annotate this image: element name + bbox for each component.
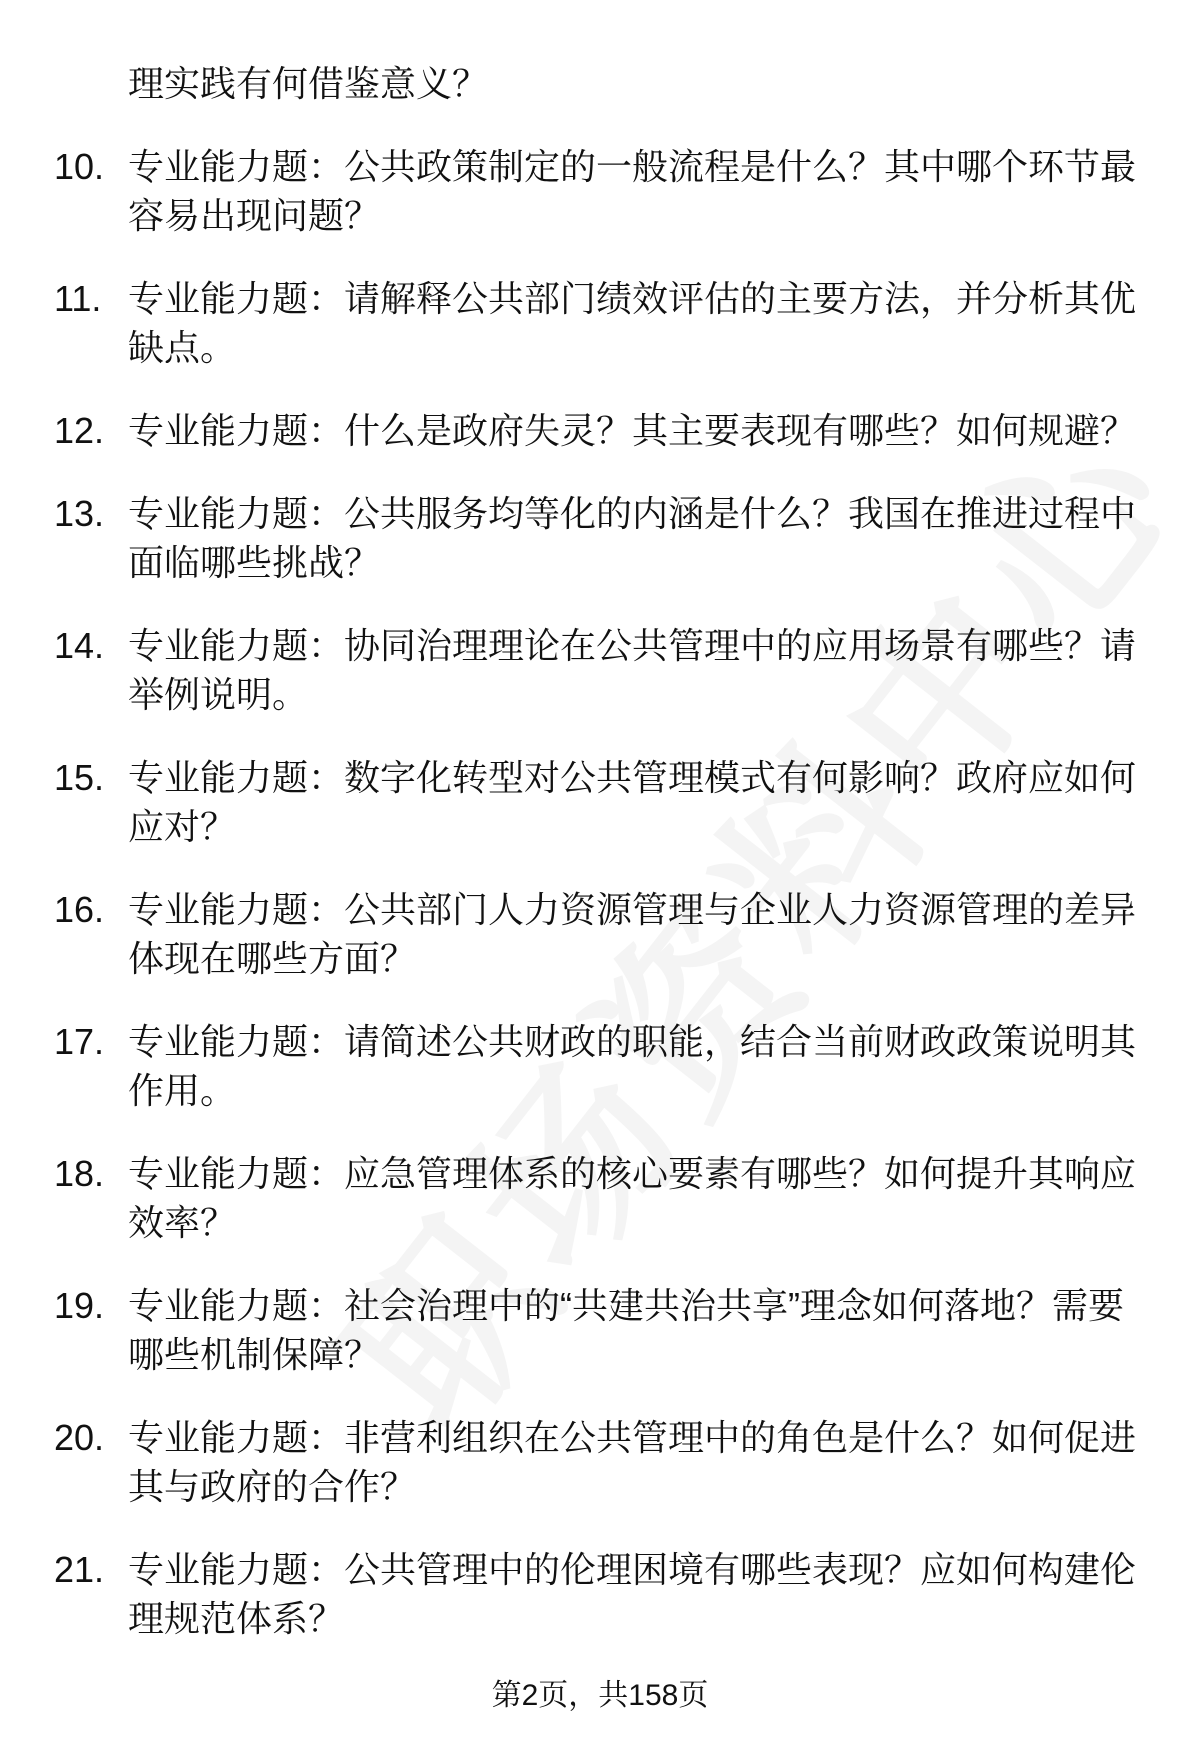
item-number: 15. xyxy=(54,757,105,798)
item-text: 专业能力题：数字化转型对公共管理模式有何影响？政府应如何应对？ xyxy=(128,757,1137,847)
list-item xyxy=(0,1545,1148,1643)
list-item xyxy=(0,621,1148,719)
list-item xyxy=(0,885,1148,983)
list-item xyxy=(0,1281,1148,1379)
item-number: 10. xyxy=(54,146,105,187)
item-number: 20. xyxy=(54,1417,105,1458)
list-item xyxy=(0,1017,1148,1115)
item-text: 专业能力题：公共部门人力资源管理与企业人力资源管理的差异体现在哪些方面？ xyxy=(128,889,1137,979)
item-number: 13. xyxy=(54,493,105,534)
list-item xyxy=(0,142,1148,240)
item-text: 专业能力题：什么是政府失灵？其主要表现有哪些？如何规避？ xyxy=(128,410,1137,451)
page-footer: 第2页，共158页 xyxy=(491,1679,709,1712)
item-number: 19. xyxy=(54,1285,105,1326)
item-number: 17. xyxy=(54,1021,105,1062)
item-text: 专业能力题：请解释公共部门绩效评估的主要方法，并分析其优缺点。 xyxy=(128,278,1137,368)
list-item xyxy=(0,1149,1148,1247)
list-item xyxy=(0,753,1148,851)
item-text: 专业能力题：公共服务均等化的内涵是什么？我国在推进过程中面临哪些挑战？ xyxy=(128,493,1137,583)
item-text: 专业能力题：应急管理体系的核心要素有哪些？如何提升其响应效率？ xyxy=(128,1153,1137,1243)
question-list xyxy=(0,59,1200,1677)
item-text: 专业能力题：公共政策制定的一般流程是什么？其中哪个环节最容易出现问题？ xyxy=(128,146,1137,236)
item-number: 18. xyxy=(54,1153,105,1194)
list-item xyxy=(0,274,1148,372)
item-number: 12. xyxy=(54,410,105,451)
list-item-continuation xyxy=(0,59,1148,108)
item-text: 专业能力题：社会治理中的“共建共治共享”理念如何落地？需要哪些机制保障？ xyxy=(128,1285,1124,1375)
list-item xyxy=(0,489,1148,587)
item-text: 专业能力题：协同治理理论在公共管理中的应用场景有哪些？请举例说明。 xyxy=(128,625,1137,715)
item-number: 14. xyxy=(54,625,105,666)
item-number: 11. xyxy=(54,278,102,319)
item-text: 理实践有何借鉴意义？ xyxy=(128,63,489,104)
item-number: 16. xyxy=(54,889,105,930)
item-text: 专业能力题：请简述公共财政的职能，结合当前财政政策说明其作用。 xyxy=(128,1021,1137,1111)
item-number: 21. xyxy=(54,1549,105,1590)
list-item xyxy=(0,406,1148,455)
item-text: 专业能力题：非营利组织在公共管理中的角色是什么？如何促进其与政府的合作？ xyxy=(128,1417,1137,1507)
list-item xyxy=(0,1413,1148,1511)
item-text: 专业能力题：公共管理中的伦理困境有哪些表现？应如何构建伦理规范体系？ xyxy=(128,1549,1137,1639)
